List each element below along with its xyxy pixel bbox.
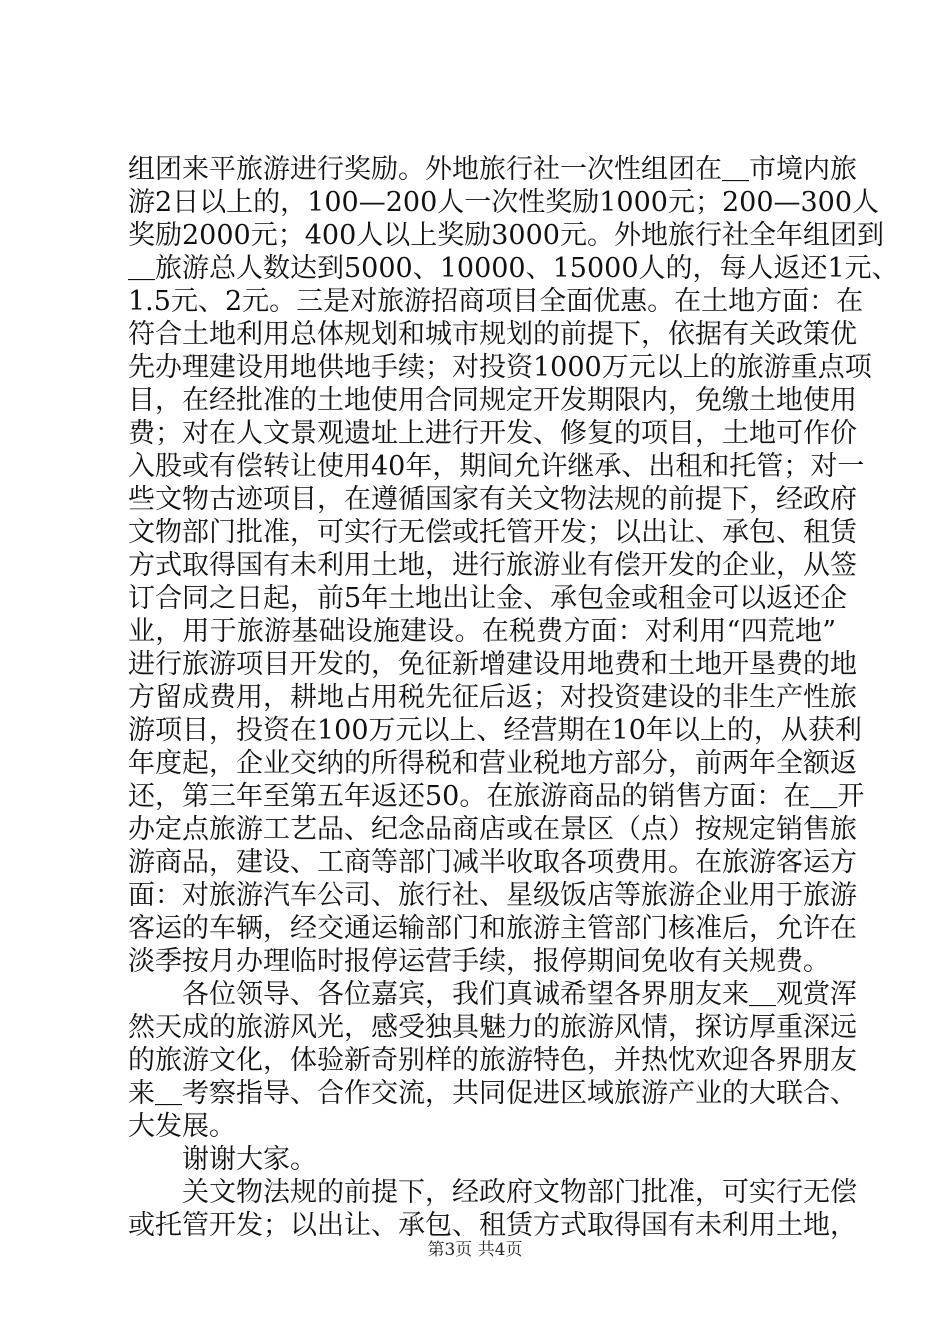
text-line: 关文物法规的前提下，经政府文物部门批准，可实行无偿 bbox=[128, 1177, 857, 1208]
text-line: 进行旅游项目开发的，免征新增建设用地费和土地开垦费的地 bbox=[128, 649, 857, 680]
text-line: 大发展。 bbox=[128, 1111, 236, 1142]
text-line: ＿旅游总人数达到5000、10000、15000人的，每人返还1元、 bbox=[128, 253, 899, 284]
text-line: 还，第三年至第五年返还50。在旅游商品的销售方面：在＿开 bbox=[128, 781, 865, 812]
page-footer: 第3页 共4页 bbox=[427, 1240, 523, 1260]
text-line: 订合同之日起，前5年土地出让金、承包金或租金可以返还企 bbox=[128, 583, 848, 614]
text-line: 游2日以上的，100—200人一次性奖励1000元；200—300人 bbox=[128, 187, 880, 218]
text-line: 办定点旅游工艺品、纪念品商店或在景区（点）按规定销售旅 bbox=[128, 814, 857, 845]
text-line: 来＿考察指导、合作交流，共同促进区域旅游产业的大联合、 bbox=[128, 1078, 857, 1109]
text-line: 年度起，企业交纳的所得税和营业税地方部分，前两年全额返 bbox=[128, 748, 857, 779]
text-line: 然天成的旅游风光，感受独具魅力的旅游风情，探访厚重深远 bbox=[128, 1012, 857, 1043]
text-line: 1.5元、2元。三是对旅游招商项目全面优惠。在土地方面：在 bbox=[128, 286, 864, 317]
text-line: 各位领导、各位嘉宾，我们真诚希望各界朋友来＿观赏浑 bbox=[128, 979, 857, 1010]
text-line: 奖励2000元；400人以上奖励3000元。外地旅行社全年组团到 bbox=[128, 220, 884, 251]
text-line: 费；对在人文景观遗址上进行开发、修复的项目，土地可作价 bbox=[128, 418, 857, 449]
text-line: 谢谢大家。 bbox=[128, 1144, 317, 1175]
text-line: 入股或有偿转让使用40年，期间允许继承、出租和托管；对一 bbox=[128, 451, 865, 482]
text-line: 符合土地利用总体规划和城市规划的前提下，依据有关政策优 bbox=[128, 319, 857, 350]
text-line: 组团来平旅游进行奖励。外地旅行社一次性组团在＿市境内旅 bbox=[128, 154, 857, 185]
text-line: 目，在经批准的土地使用合同规定开发期限内，免缴土地使用 bbox=[128, 385, 857, 416]
text-line: 淡季按月办理临时报停运营手续，报停期间免收有关规费。 bbox=[128, 946, 830, 977]
text-line: 或托管开发；以出让、承包、租赁方式取得国有未利用土地， bbox=[128, 1210, 857, 1241]
text-line: 游商品，建设、工商等部门减半收取各项费用。在旅游客运方 bbox=[128, 847, 857, 878]
text-line: 面：对旅游汽车公司、旅行社、星级饭店等旅游企业用于旅游 bbox=[128, 880, 857, 911]
text-line: 业，用于旅游基础设施建设。在税费方面：对利用“四荒地” bbox=[128, 616, 836, 647]
text-line: 方式取得国有未利用土地，进行旅游业有偿开发的企业，从签 bbox=[128, 550, 857, 581]
text-line: 客运的车辆，经交通运输部门和旅游主管部门核准后，允许在 bbox=[128, 913, 857, 944]
text-line: 的旅游文化，体验新奇别样的旅游特色，并热忱欢迎各界朋友 bbox=[128, 1045, 857, 1076]
text-line: 先办理建设用地供地手续；对投资1000万元以上的旅游重点项 bbox=[128, 352, 872, 383]
text-line: 文物部门批准，可实行无偿或托管开发；以出让、承包、租赁 bbox=[128, 517, 857, 548]
text-line: 些文物古迹项目，在遵循国家有关文物法规的前提下，经政府 bbox=[128, 484, 857, 515]
text-line: 游项目，投资在100万元以上、经营期在10年以上的，从获利 bbox=[128, 715, 862, 746]
text-line: 方留成费用，耕地占用税先征后返；对投资建设的非生产性旅 bbox=[128, 682, 857, 713]
document-body bbox=[128, 153, 899, 1242]
